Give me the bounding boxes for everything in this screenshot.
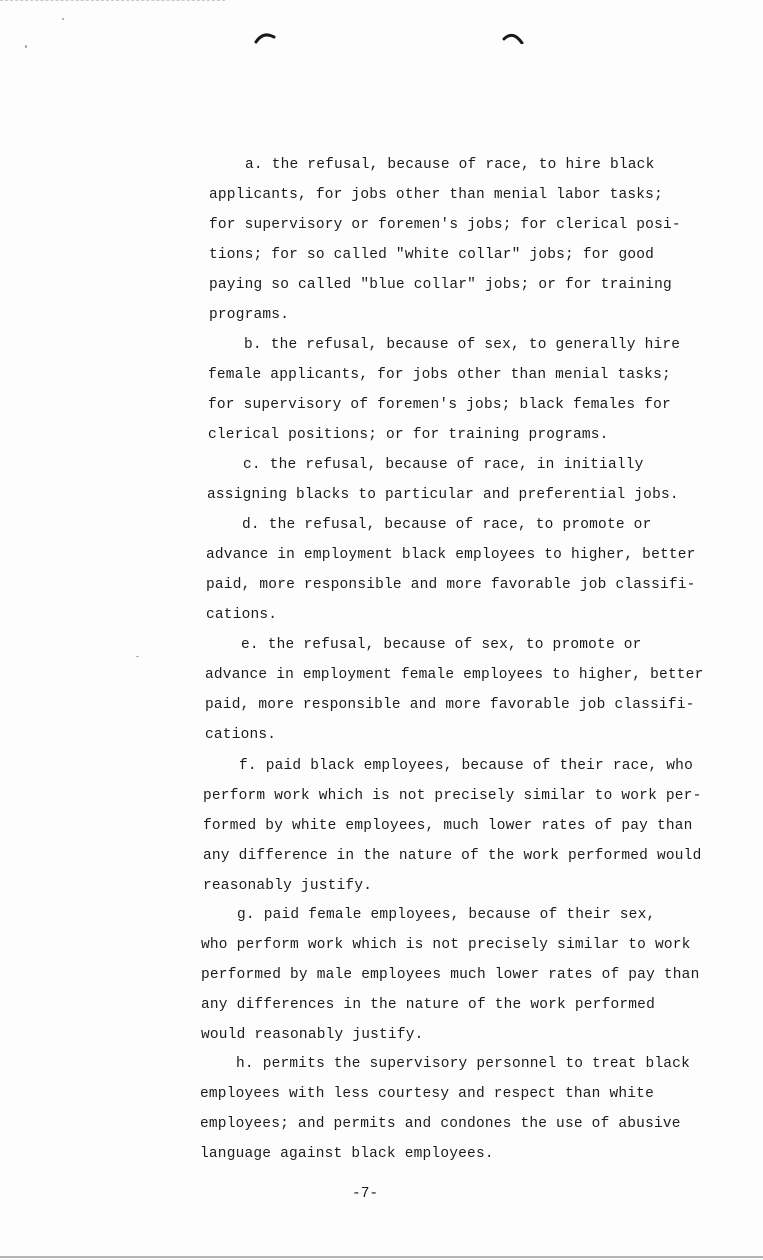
text-line: performed by male employees much lower rates of pay than xyxy=(201,967,700,983)
text-line: employees; and permits and condones the use of abusive xyxy=(200,1116,681,1132)
bottom-edge-mark xyxy=(0,1256,763,1258)
text-line: any difference in the nature of the work performed would xyxy=(203,848,702,864)
text-line: reasonably justify. xyxy=(203,878,373,894)
text-line: b. the refusal, because of sex, to generally hire xyxy=(244,337,681,353)
text-line: female applicants, for jobs other than menial tasks; xyxy=(208,367,671,383)
list-item-g xyxy=(201,900,699,1050)
page-number: -7- xyxy=(352,1186,379,1202)
text-line: e. the refusal, because of sex, to promote or xyxy=(241,637,642,653)
list-item-e xyxy=(205,630,703,750)
text-line: c. the refusal, because of race, in initially xyxy=(243,457,644,473)
text-line: advance in employment female employees to higher, better xyxy=(205,667,704,683)
text-line: cations. xyxy=(205,727,277,743)
text-line: clerical positions; or for training programs. xyxy=(208,427,609,443)
list-item-d xyxy=(206,510,696,630)
text-line: applicants, for jobs other than menial labor tasks; xyxy=(209,187,663,203)
list-item-a xyxy=(209,150,681,330)
text-line: employees with less courtesy and respect than white xyxy=(200,1086,654,1102)
text-line: would reasonably justify. xyxy=(201,1027,424,1043)
text-line: programs. xyxy=(209,307,290,323)
scan-speck xyxy=(136,656,139,657)
text-line: formed by white employees, much lower rates of pay than xyxy=(203,818,693,834)
text-line: d. the refusal, because of race, to promote or xyxy=(242,517,652,533)
text-line: advance in employment black employees to higher, better xyxy=(206,547,696,563)
text-line: h. permits the supervisory personnel to treat black xyxy=(236,1056,690,1072)
punch-hole-right-icon xyxy=(502,30,524,44)
text-line: perform work which is not precisely similar to work per- xyxy=(203,788,702,804)
text-line: assigning blacks to particular and preferential jobs. xyxy=(207,487,679,503)
list-item-f xyxy=(203,751,701,901)
text-line: who perform work which is not precisely similar to work xyxy=(201,937,691,953)
scan-speck xyxy=(62,18,64,20)
list-item-c xyxy=(207,450,679,510)
scan-speck xyxy=(25,45,27,48)
text-line: paid, more responsible and more favorable job classifi- xyxy=(205,697,695,713)
punch-hole-left-icon xyxy=(254,30,276,44)
list-item-h xyxy=(200,1049,690,1169)
text-line: for supervisory or foremen's jobs; for clerical posi- xyxy=(209,217,681,233)
list-item-b xyxy=(208,330,680,450)
text-line: a. the refusal, because of race, to hire black xyxy=(245,157,655,173)
text-line: f. paid black employees, because of their race, who xyxy=(239,758,693,774)
text-line: paid, more responsible and more favorable job classifi- xyxy=(206,577,696,593)
text-line: any differences in the nature of the work performed xyxy=(201,997,655,1013)
text-line: language against black employees. xyxy=(200,1146,494,1162)
text-line: cations. xyxy=(206,607,278,623)
text-line: paying so called "blue collar" jobs; or for training xyxy=(209,277,672,293)
text-line: for supervisory of foremen's jobs; black females for xyxy=(208,397,671,413)
top-edge-mark xyxy=(0,0,225,1)
text-line: tions; for so called "white collar" jobs; for good xyxy=(209,247,655,263)
text-line: g. paid female employees, because of their sex, xyxy=(237,907,656,923)
